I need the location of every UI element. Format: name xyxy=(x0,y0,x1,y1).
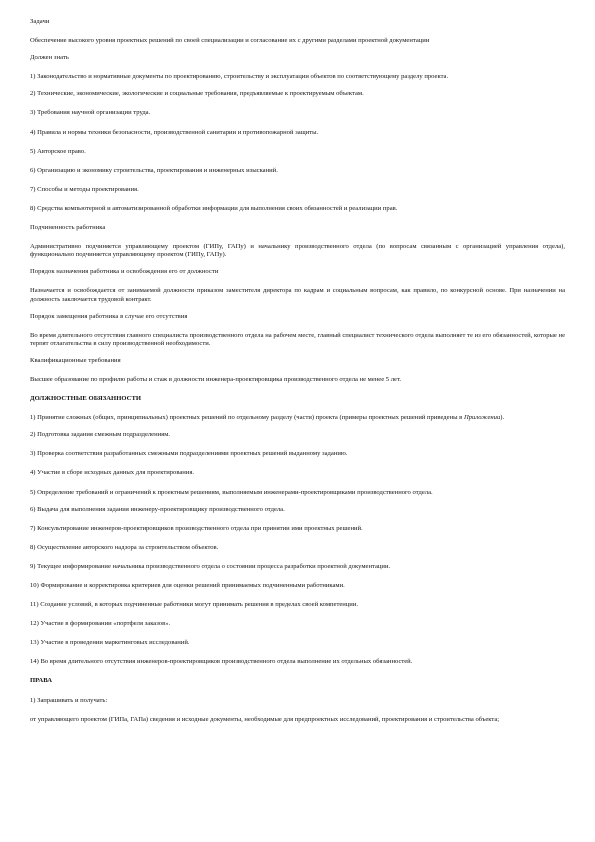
duty-item: 3) Проверка соответствия разработанных смежными подразделениями проектных решений выданному заданию. xyxy=(30,450,348,458)
duty-1-end: ). xyxy=(500,414,505,422)
duty-1-text: 1) Принятие сложных (общих, принципиальных) проектных решений по отдельному разделу (части) проекта (примеры проектных решений приведены в xyxy=(30,414,464,422)
must-know-item: 5) Авторское право. xyxy=(30,147,86,155)
must-know-item: 1) Законодательство и нормативные документы по проектированию, строительству и эксплуатации объектов по соответствующему разделу проекта. xyxy=(30,73,449,81)
subordination-text: Административно подчиняется управляющему проектом (ГИПу, ГАПу) и начальнику производственного отдела (по вопросам связанным с организацией управления отдела), функционально подчиняется управляющему проектом (ГИПу, ГАПу). xyxy=(30,243,565,259)
heading-qualification: Квалификационные требования xyxy=(30,356,121,364)
duty-item: 4) Участие в сборе исходных данных для проектирования. xyxy=(30,469,195,477)
duty-item: 11) Создание условий, в которых подчиненные работники могут принимать решения в пределах своей компетенции. xyxy=(30,601,359,609)
heading-must-know: Должен знать xyxy=(30,54,69,62)
duty-item: 8) Осуществление авторского надзора за строительством объектов. xyxy=(30,543,219,551)
duty-item: 12) Участие в формировании «портфеля заказов». xyxy=(30,620,171,628)
rights-item: 1) Запрашивать и получать: xyxy=(30,696,108,704)
rights-item-text: от управляющего проектом (ГИПа, ГАПа) сведения и исходные документы, необходимые для предпроектных исследований, проектирования и строительства объекта; xyxy=(30,715,500,723)
heading-tasks: Задачи xyxy=(30,18,50,25)
must-know-item: 3) Требования научной организации труда. xyxy=(30,109,151,117)
must-know-item: 4) Правила и нормы техники безопасности, производственной санитарии и противопожарной защиты. xyxy=(30,128,319,136)
heading-appointment-order: Порядок назначения работника и освобождения его от должности xyxy=(30,268,219,276)
duty-item: 5) Определение требований и ограничений к проектным решениям, выполняемым инженерами-проектировщиками производственного отдела. xyxy=(30,488,433,496)
duty-item xyxy=(30,414,565,422)
duty-item: 10) Формирование и корректировка критериев для оценки решений принимаемых подчиненными работниками. xyxy=(30,582,345,589)
qualification-text: Высшее образование по профилю работы и стаж в должности инженера-проектировщика производственного отдела не менее 5 лет. xyxy=(30,375,402,383)
heading-rights: ПРАВА xyxy=(30,677,53,685)
must-know-item: 6) Организацию и экономику строительства, проектирования и инженерных изысканий. xyxy=(30,166,278,174)
duty-item: 6) Выдача для выполнения задания инженеру-проектировщику производственного отдела. xyxy=(30,505,285,513)
appendix-reference: Приложении xyxy=(463,414,501,422)
duty-item: 14) Во время длительного отсутствия инженеров-проектировщиков производственного отдела выполнение их отдельных обязанностей. xyxy=(30,658,413,666)
heading-duties: ДОЛЖНОСТНЫЕ ОБЯЗАННОСТИ xyxy=(30,395,142,403)
must-know-item: 2) Технические, экономические, экологические и социальные требования, предъявляемые к проектируемым объектам. xyxy=(30,90,364,98)
heading-replacement-order: Порядок замещения работника в случае его отсутствия xyxy=(30,312,188,320)
document-page xyxy=(30,18,565,735)
duty-item: 9) Текущее информирование начальника производственного отдела о состоянии процесса разработки проектной документации. xyxy=(30,562,391,570)
duty-item: 13) Участие в проведении маркетинговых исследований. xyxy=(30,639,190,647)
replacement-order-text: Во время длительного отсутствия главного специалиста производственного отдела на рабочем месте, главный специалист технического отдела выполняет те из его обязанностей, которые не терпят отлагательства в силу производственной необходимости. xyxy=(30,331,565,347)
heading-subordination: Подчиненность работника xyxy=(30,224,106,232)
must-know-item: 8) Средства компьютерной и автоматизированной обработки информации для выполнения своих обязанностей и реализации прав. xyxy=(30,204,398,212)
duty-item: 7) Консультирование инженеров-проектировщиков производственного отдела при принятии ими проектных решений. xyxy=(30,524,363,532)
duty-item: 2) Подготовка задания смежным подразделениям. xyxy=(30,431,171,439)
tasks-text: Обеспечение высокого уровня проектных решений по своей специализации и согласование их с другими разделами проектной документации xyxy=(30,37,430,45)
appointment-order-text: Назначается и освобождается от занимаемой должности приказом заместителя директора по кадрам и социальным вопросам, как правило, по конкурсной основе. При назначении на должность заключается трудовой контракт. xyxy=(30,287,565,303)
must-know-item: 7) Способы и методы проектирования. xyxy=(30,185,139,193)
